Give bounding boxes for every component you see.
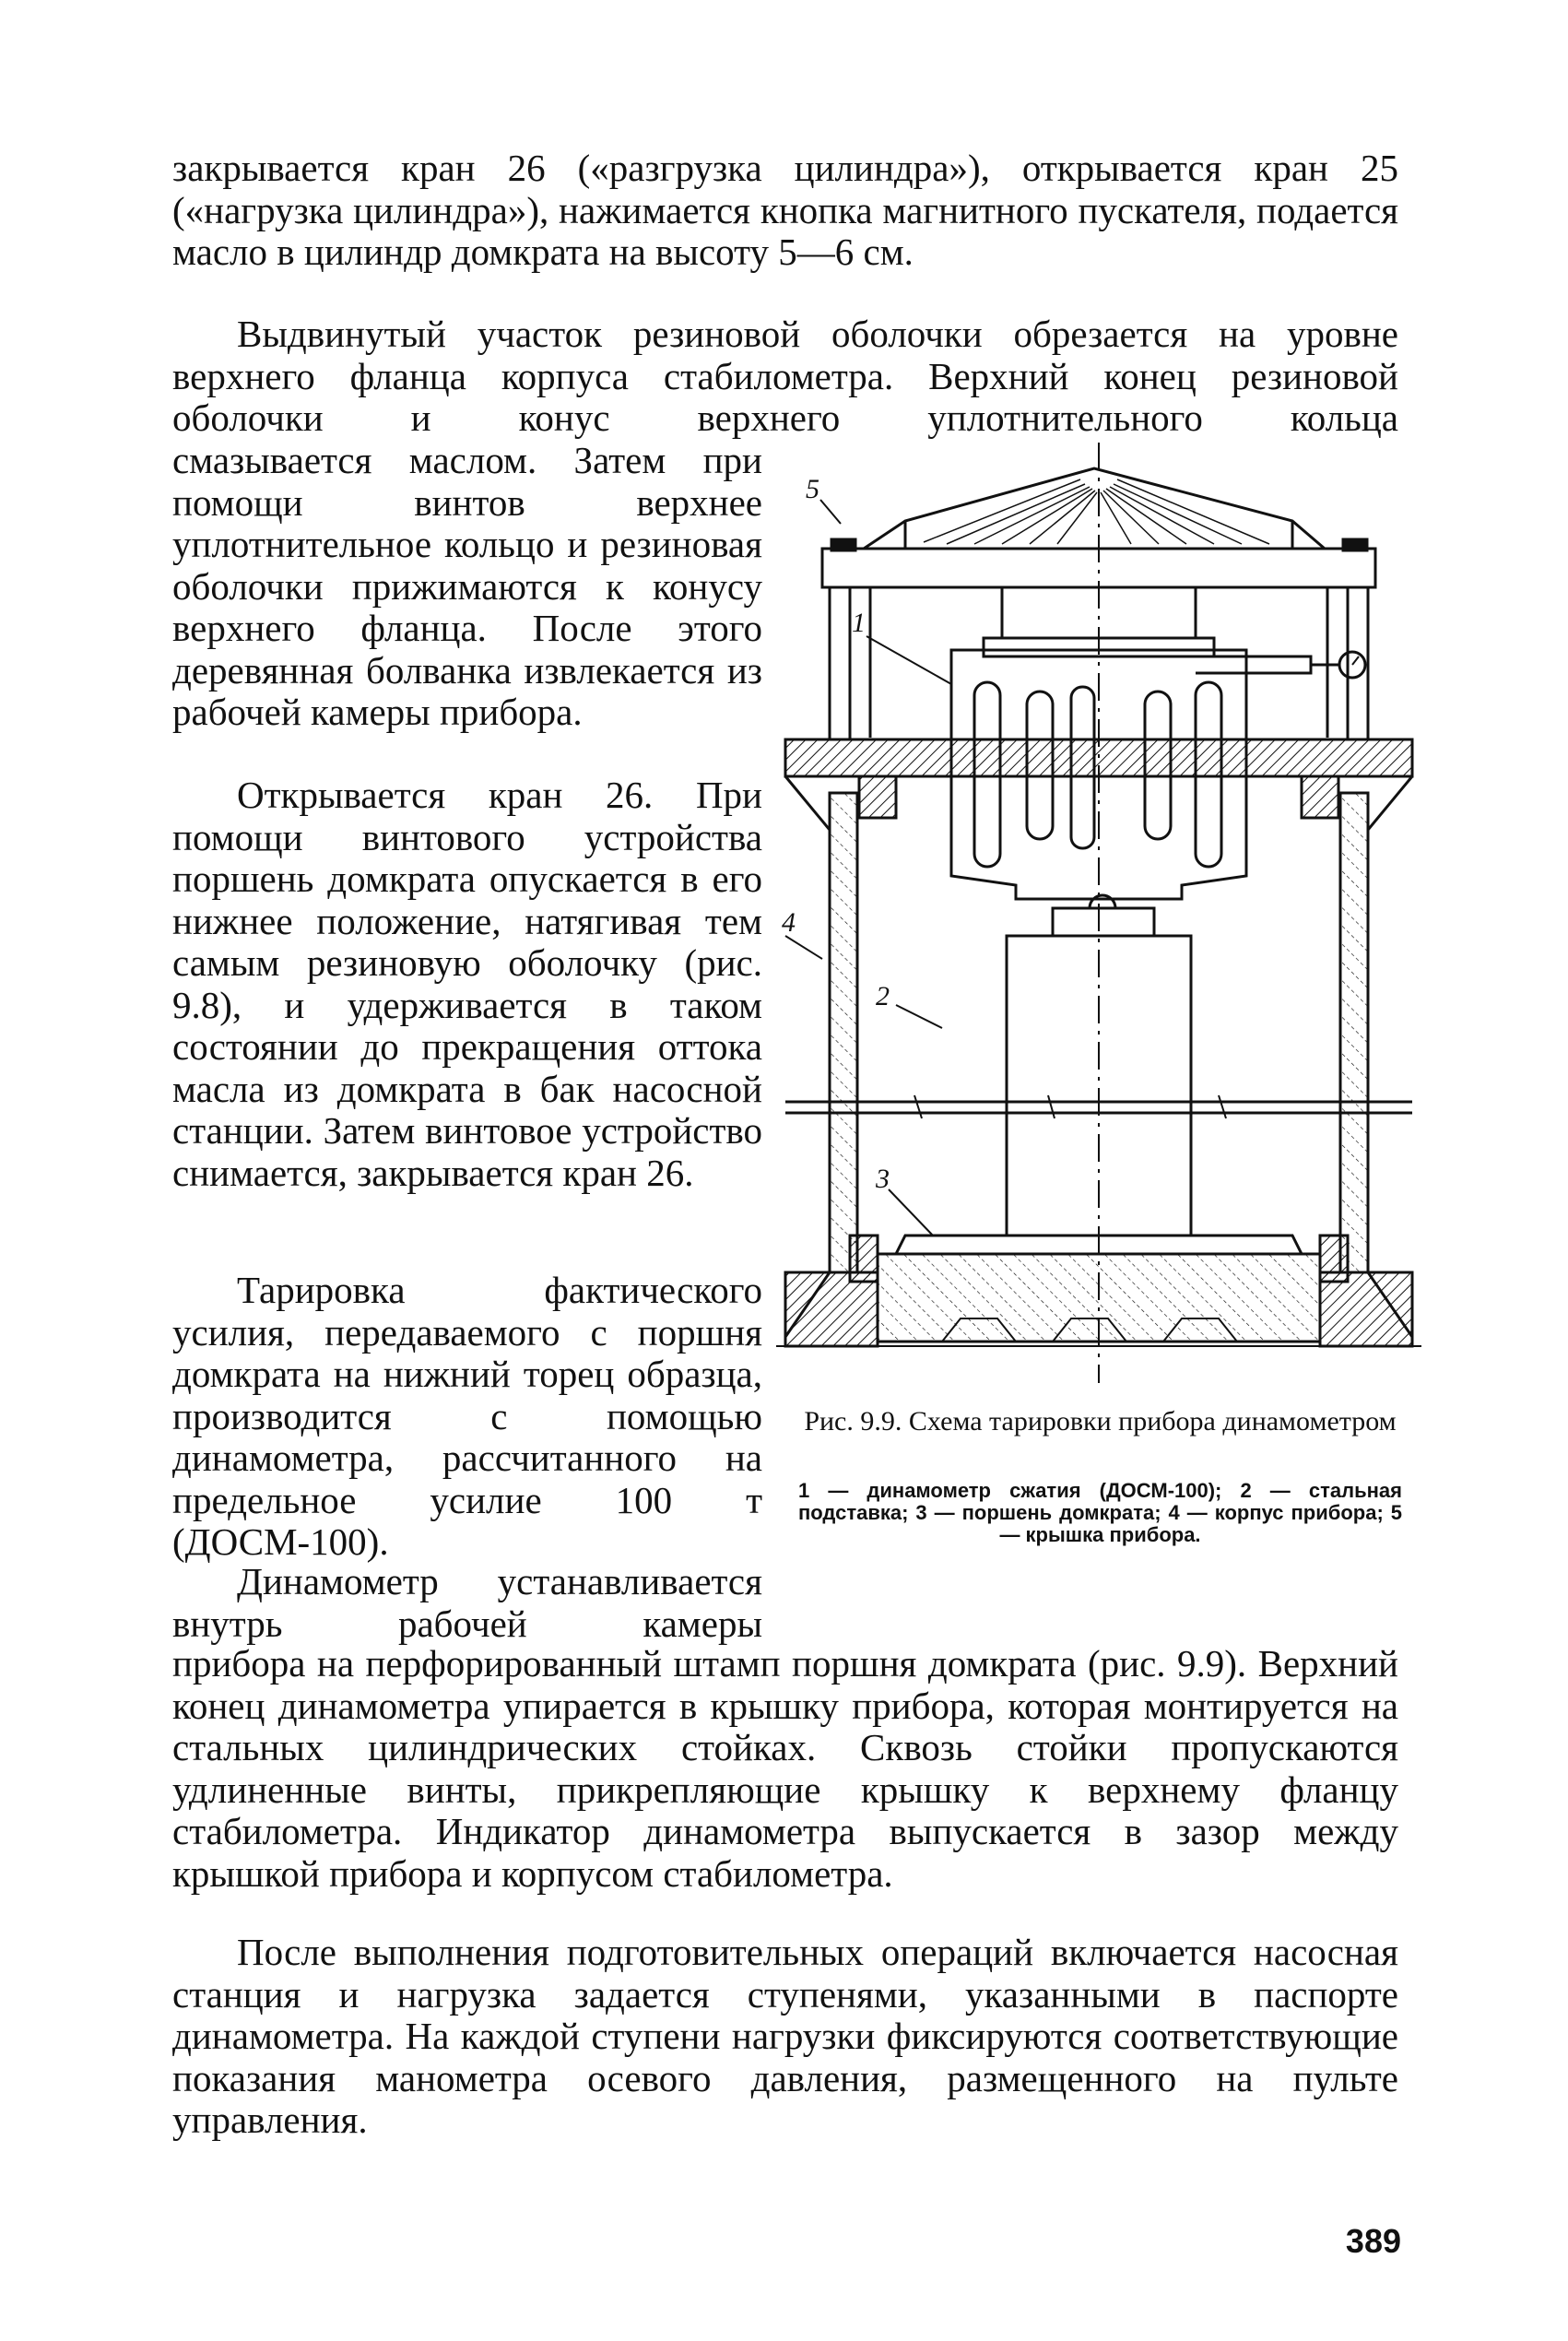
figure-caption-title: Рис. 9.9. Схема тарировки прибора динамометром — [804, 1406, 1397, 1437]
paragraph-intro: закрывается кран 26 («разгрузка цилиндра»), открывается кран 25 («нагрузка цилиндра»), нажимается кнопка магнитного пускателя, подается масло в цилиндр домкрата на высоту 5—6 см. — [172, 147, 1398, 273]
paragraph-2-cont: смазывается маслом. Затем при помощи винтов верхнее уплотнительное кольцо и резиновая оболочки прижимаются к конусу верхнего фланца. После этого деревянная болванка извлекается из рабочей камеры прибора. — [172, 439, 762, 733]
label-2: 2 — [876, 981, 890, 1011]
figure-9-9-diagram — [782, 443, 1403, 1406]
label-1: 1 — [852, 608, 866, 638]
label-3: 3 — [876, 1164, 890, 1194]
page-number: 389 — [1345, 2222, 1401, 2260]
paragraph-3: Открывается кран 26. При помощи винтового устройства поршень домкрата опускается в его нижнее положение, натягивая тем самым резиновую оболочку (рис. 9.8), и удерживается в таком состоянии до прекращения оттока масла из домкрата в бак насосной станции. Затем винтовое устройство снимается, закрывается кран 26. — [172, 774, 762, 1194]
label-5: 5 — [806, 474, 819, 504]
label-4: 4 — [782, 907, 796, 938]
paragraph-6: После выполнения подготовительных операций включается насосная станция и нагрузка задается ступенями, указанными в паспорте динамометра. На каждой ступени нагрузки фиксируются соответствующие показания манометра осевого давления, размещенного на пульте управления. — [172, 1931, 1398, 2141]
figure-caption-legend: 1 — динамометр сжатия (ДОСМ-100); 2 — стальная подставка; 3 — поршень домкрата; 4 — корпус прибора; 5 — крышка прибора. — [798, 1479, 1402, 1546]
paragraph-5-start: Динамометр устанавливается внутрь рабочей камеры — [172, 1560, 762, 1645]
paragraph-2-start: Выдвинутый участок резиновой оболочки обрезается на уровне верхнего фланца корпуса стабилометра. Верхний конец резиновой оболочки и конус верхнего уплотнительного кольца — [172, 313, 1398, 439]
paragraph-5-cont: прибора на перфорированный штамп поршня домкрата (рис. 9.9). Верхний конец динамометра упирается в крышку прибора, которая монтируется на стальных цилиндрических стойках. Сквозь стойки пропускаются удлиненные винты, прикрепляющие крышку к верхнему фланцу стабилометра. Индикатор динамометра выпускается в зазор между крышкой прибора и корпусом стабилометра. — [172, 1642, 1398, 1895]
paragraph-4: Тарировка фактического усилия, передаваемого с поршня домкрата на нижний торец образца, производится с помощью динамометра, рассчитанного на предельное усилие 100 т (ДОСМ-100). — [172, 1269, 762, 1563]
